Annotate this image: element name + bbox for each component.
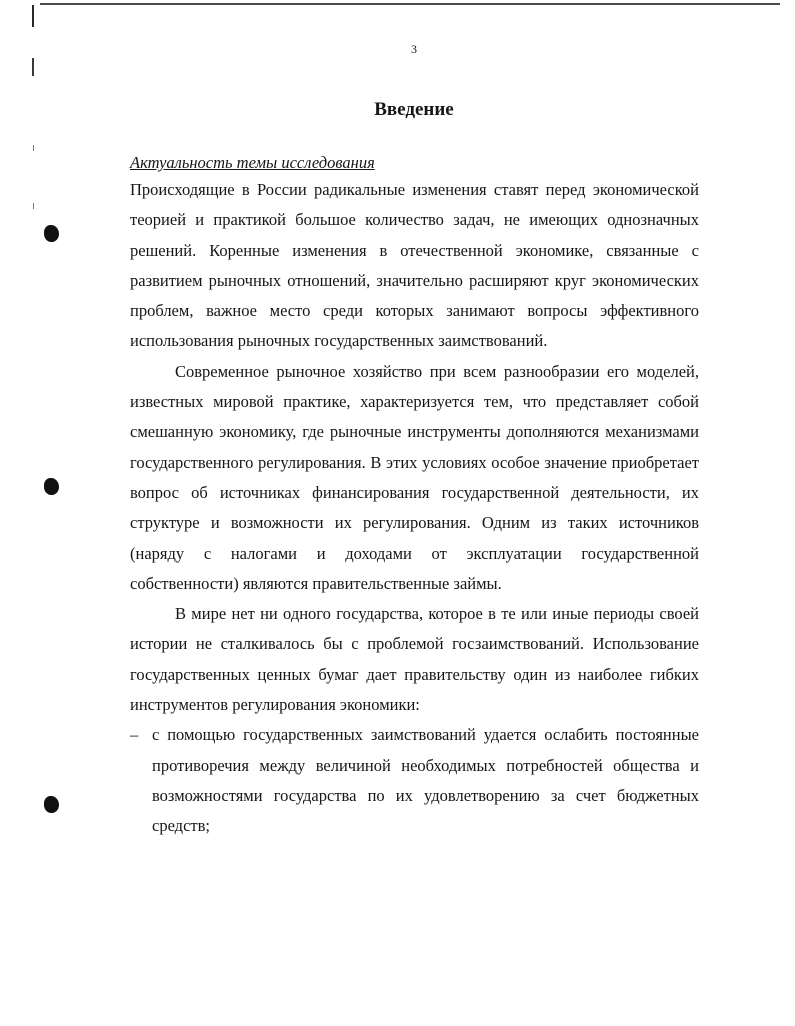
list-bullet-dash: – <box>130 725 139 745</box>
scan-edge-corner-line <box>32 5 34 27</box>
page-number: 3 <box>411 42 417 56</box>
scan-edge-top-line <box>40 3 780 5</box>
section-heading: Актуальность темы исследования <box>130 153 375 172</box>
scan-tick-mark <box>33 203 34 209</box>
paragraph-1: Происходящие в России радикальные изменения ставят перед экономической теорией и практикой большое количество задач, не имеющих однозначных решений. Коренные изменения в отечественной экономике, связанные с развитием рыночных отношений, значительно расширяют круг экономических проблем, важное место среди которых занимают вопросы эффективного использования рыночных государственных заимствований. <box>130 180 699 351</box>
scan-tick-mark <box>33 145 34 151</box>
scan-edge-left-line <box>32 58 34 76</box>
document-body <box>130 150 699 842</box>
page-title: Введение <box>374 99 454 120</box>
punch-hole-mark <box>44 225 59 242</box>
paragraph-3: В мире нет ни одного государства, которое в те или иные периоды своей истории не сталкивалось бы с проблемой госзаимствований. Использование государственных ценных бумаг дает правительству один из наиболее гибких инструментов регулирования экономики: <box>130 604 699 715</box>
punch-hole-mark <box>44 478 59 495</box>
punch-hole-mark <box>44 796 59 813</box>
bullet-list <box>130 720 699 841</box>
list-item-text: с помощью государственных заимствований удается ослабить постоянные противоречия между величиной необходимых потребностей общества и возможностями государства по их удовлетворению за счет бюджетных средств; <box>152 725 699 836</box>
paragraph-2: Современное рыночное хозяйство при всем разнообразии его моделей, известных мировой практике, характеризуется тем, что представляет собой смешанную экономику, где рыночные инструменты дополняются механизмами государственного регулирования. В этих условиях особое значение приобретает вопрос об источниках финансирования государственной деятельности, их структуре и возможности их регулирования. Одним из таких источников (наряду с налогами и доходами от эксплуатации государственной собственности) являются правительственные займы. <box>130 361 699 593</box>
list-item <box>130 720 699 841</box>
